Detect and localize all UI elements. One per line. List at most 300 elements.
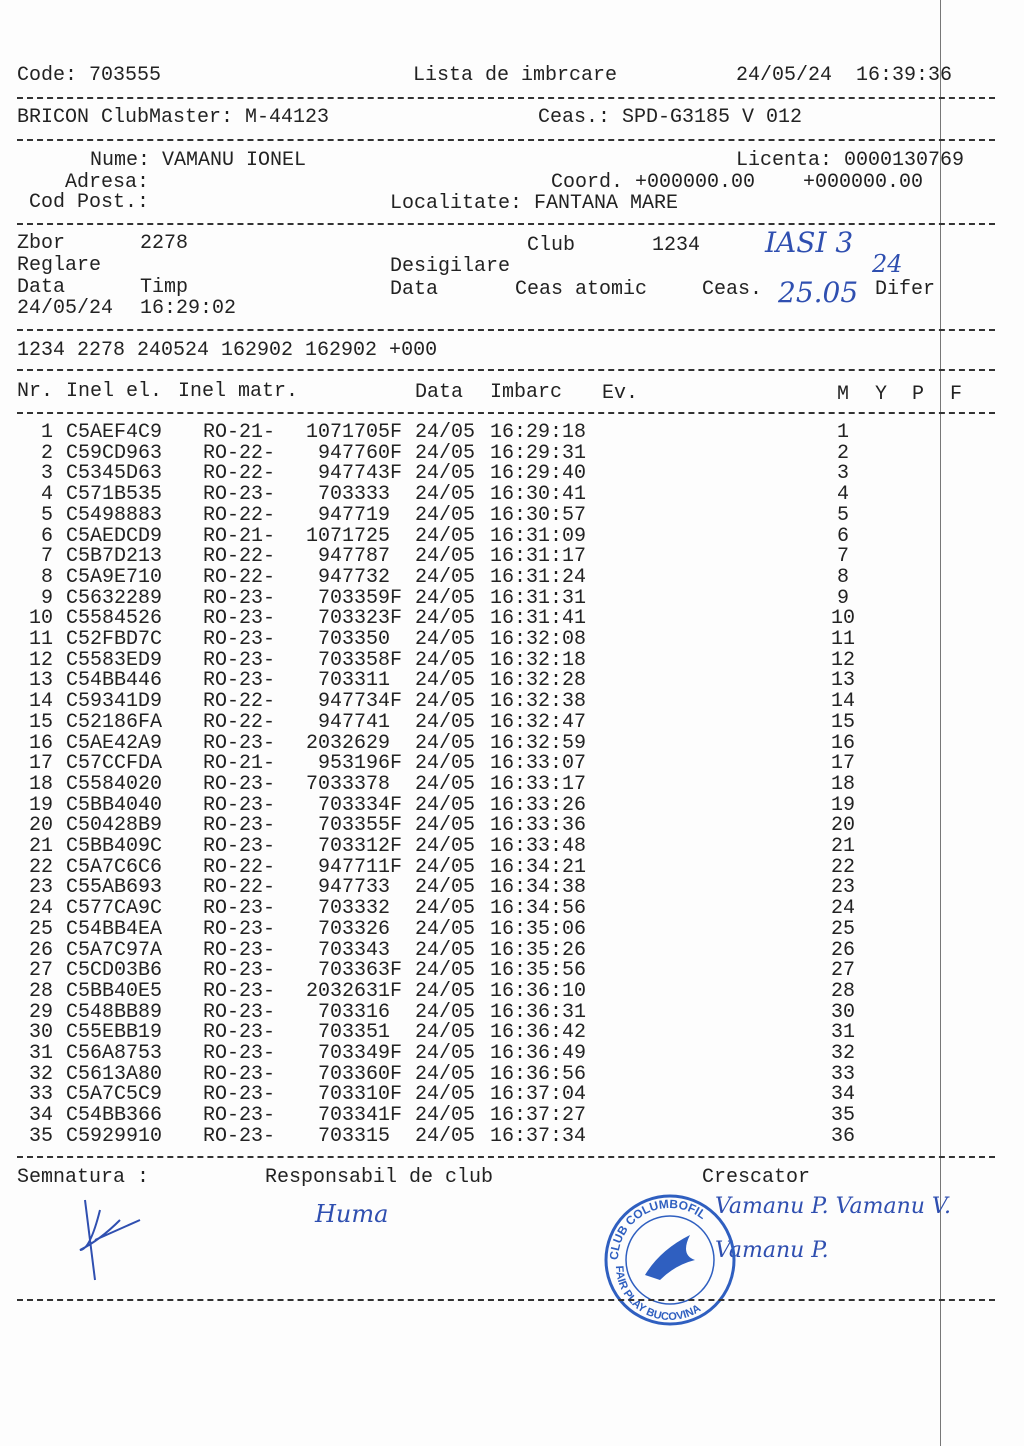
rank: 32 [830, 1042, 855, 1065]
table-row [0, 733, 1024, 754]
arrival-time: 16:33:48 [490, 835, 587, 858]
electronic-ring: C5AEDCD9 [66, 524, 163, 548]
electronic-ring: C5CD03B6 [66, 959, 163, 983]
ring-flag: F [390, 1083, 403, 1107]
ring-series: RO-23- [203, 1124, 276, 1148]
rank: 7 [836, 545, 849, 569]
flight-number: 2278 [140, 232, 189, 255]
arrival-time: 16:31:17 [490, 545, 587, 569]
row-number: 28 [28, 979, 53, 1003]
row-number: 35 [28, 1124, 53, 1148]
table-row [0, 836, 1024, 857]
stamp-bottom-text: FAIR PLAY BUCOVINA [612, 1265, 703, 1324]
handwritten-date: 25.05 [778, 276, 859, 309]
electronic-ring: C59CD963 [66, 441, 163, 465]
table-row [0, 505, 1024, 526]
electronic-ring: C5A7C97A [66, 938, 163, 962]
ring-series: RO-22- [203, 545, 276, 569]
ring-number: 703360 [317, 1062, 390, 1086]
arrival-time: 16:35:56 [490, 959, 587, 983]
row-number: 3 [40, 462, 53, 486]
row-date: 24/05 [415, 731, 476, 755]
col-m: M [837, 383, 850, 406]
col-nr: Nr. [17, 380, 54, 403]
arrival-time: 16:34:56 [490, 897, 587, 921]
arrival-time: 16:33:36 [490, 814, 587, 838]
rank: 33 [830, 1062, 855, 1086]
svg-text:CLUB COLUMBOFIL [607, 1197, 709, 1260]
ring-number: 703351 [317, 1021, 390, 1045]
row-date: 24/05 [415, 462, 476, 486]
ring-flag: F [390, 1104, 403, 1128]
arrival-time: 16:32:59 [490, 731, 587, 755]
ring-number: 703312 [317, 835, 390, 858]
arrival-time: 16:30:41 [490, 483, 587, 507]
rank: 24 [830, 897, 855, 921]
row-number: 26 [28, 938, 53, 962]
row-date: 24/05 [415, 752, 476, 776]
electronic-ring: C548BB89 [66, 1000, 163, 1024]
setting-time: 16:29:02 [140, 297, 237, 320]
row-number: 17 [28, 752, 53, 776]
row-number: 7 [40, 545, 53, 569]
table-row [0, 422, 1024, 443]
row-number: 31 [28, 1042, 53, 1065]
arrival-time: 16:37:34 [490, 1124, 587, 1148]
table-row [0, 608, 1024, 629]
ring-series: RO-23- [203, 1000, 276, 1024]
ring-number: 703326 [317, 917, 390, 941]
row-date: 24/05 [415, 793, 476, 817]
col-y: Y [875, 383, 888, 406]
ring-flag: F [390, 1062, 403, 1086]
row-number: 20 [28, 814, 53, 838]
breeder-label: Crescator [702, 1166, 811, 1189]
ring-series: RO-22- [203, 503, 276, 527]
club-responsible-label: Responsabil de club [265, 1166, 494, 1189]
stamp-top-text: CLUB COLUMBOFIL [606, 1196, 709, 1261]
row-date: 24/05 [415, 565, 476, 589]
arrival-time: 16:33:26 [490, 793, 587, 817]
divider [17, 369, 995, 371]
ring-number: 703332 [317, 897, 390, 921]
ring-series: RO-21- [203, 752, 276, 776]
row-number: 34 [28, 1104, 53, 1128]
rank: 26 [830, 938, 855, 962]
ring-series: RO-23- [203, 586, 276, 610]
arrival-time: 16:36:42 [490, 1021, 587, 1045]
row-number: 15 [28, 710, 53, 734]
clock-label: Ceas. [702, 278, 763, 301]
rank: 31 [830, 1021, 855, 1045]
ring-series: RO-23- [203, 628, 276, 651]
rank: 17 [830, 752, 855, 776]
row-date: 24/05 [415, 669, 476, 693]
table-row [0, 1084, 1024, 1105]
table-row [0, 712, 1024, 733]
rank: 5 [836, 503, 849, 527]
electronic-ring: C5A7C6C6 [66, 855, 163, 879]
table-row [0, 546, 1024, 567]
ring-series: RO-22- [203, 855, 276, 879]
row-number: 24 [28, 897, 53, 921]
rank: 13 [830, 669, 855, 693]
table-row [0, 1002, 1024, 1023]
table-row [0, 629, 1024, 650]
table-row [0, 588, 1024, 609]
row-date: 24/05 [415, 1124, 476, 1148]
arrival-time: 16:29:18 [490, 421, 587, 444]
ring-number: 703316 [317, 1000, 390, 1024]
address-label: Adresa: [65, 171, 150, 194]
row-number: 29 [28, 1000, 53, 1024]
electronic-ring: C5BB409C [66, 835, 163, 858]
rank: 30 [830, 1000, 855, 1024]
ring-flag: F [390, 1042, 403, 1065]
arrival-time: 16:29:40 [490, 462, 587, 486]
table-row [0, 1126, 1024, 1147]
rank: 8 [836, 565, 849, 589]
ring-series: RO-22- [203, 441, 276, 465]
electronic-ring: C59341D9 [66, 690, 163, 714]
atomic-clock-label: Ceas atomic [515, 278, 648, 301]
row-date: 24/05 [415, 628, 476, 651]
table-row [0, 753, 1024, 774]
rank: 14 [830, 690, 855, 714]
ring-series: RO-22- [203, 710, 276, 734]
ring-number: 703310 [317, 1083, 390, 1107]
rank: 2 [836, 441, 849, 465]
arrival-time: 16:31:41 [490, 607, 587, 631]
arrival-time: 16:33:07 [490, 752, 587, 776]
rank: 12 [830, 648, 855, 672]
ring-series: RO-23- [203, 1021, 276, 1045]
ring-series: RO-21- [203, 421, 276, 444]
ring-flag: F [390, 607, 403, 631]
electronic-ring: C5583ED9 [66, 648, 163, 672]
rank: 23 [830, 876, 855, 900]
ring-series: RO-23- [203, 979, 276, 1003]
row-date: 24/05 [415, 897, 476, 921]
arrival-time: 16:32:47 [490, 710, 587, 734]
ring-flag: F [390, 421, 403, 444]
ring-number: 1071725 [305, 524, 390, 548]
arrival-time: 16:36:10 [490, 979, 587, 1003]
ring-number: 947711 [317, 855, 390, 879]
divider [17, 329, 995, 331]
col-inel-el: Inel el. [66, 380, 163, 403]
table-row [0, 484, 1024, 505]
arrival-time: 16:32:18 [490, 648, 587, 672]
row-date: 24/05 [415, 524, 476, 548]
row-number: 19 [28, 793, 53, 817]
arrival-time: 16:30:57 [490, 503, 587, 527]
rank: 3 [836, 462, 849, 486]
unseal-date-label: Data [390, 278, 439, 301]
arrival-time: 16:31:31 [490, 586, 587, 610]
clubmaster: BRICON ClubMaster: M-44123 [17, 106, 330, 129]
row-date: 24/05 [415, 1083, 476, 1107]
ring-series: RO-23- [203, 1042, 276, 1065]
arrival-time: 16:29:31 [490, 441, 587, 465]
ring-series: RO-23- [203, 1104, 276, 1128]
rank: 9 [836, 586, 849, 610]
ring-series: RO-23- [203, 1083, 276, 1107]
electronic-ring: C5584020 [66, 772, 163, 796]
rank: 28 [830, 979, 855, 1003]
row-date: 24/05 [415, 545, 476, 569]
arrival-time: 16:37:04 [490, 1083, 587, 1107]
divider [17, 412, 995, 414]
divider [17, 223, 995, 225]
row-number: 30 [28, 1021, 53, 1045]
rank: 34 [830, 1083, 855, 1107]
club-stamp [600, 1190, 740, 1330]
ring-series: RO-22- [203, 565, 276, 589]
electronic-ring: C54BB4EA [66, 917, 163, 941]
electronic-ring: C5632289 [66, 586, 163, 610]
table-row [0, 650, 1024, 671]
table-row [0, 898, 1024, 919]
table-row [0, 981, 1024, 1002]
row-number: 25 [28, 917, 53, 941]
electronic-ring: C571B535 [66, 483, 163, 507]
table-row [0, 1105, 1024, 1126]
dove-icon [645, 1235, 695, 1280]
ring-number: 2032631 [305, 979, 390, 1003]
row-date: 24/05 [415, 607, 476, 631]
ring-number: 703333 [317, 483, 390, 507]
ring-series: RO-23- [203, 793, 276, 817]
electronic-ring: C54BB446 [66, 669, 163, 693]
ring-series: RO-22- [203, 690, 276, 714]
ring-flag: F [390, 835, 403, 858]
ring-series: RO-23- [203, 669, 276, 693]
locality: Localitate: FANTANA MARE [390, 192, 679, 215]
row-number: 6 [40, 524, 53, 548]
row-number: 27 [28, 959, 53, 983]
ring-number: 703358 [317, 648, 390, 672]
row-date: 24/05 [415, 979, 476, 1003]
divider [17, 97, 995, 99]
arrival-time: 16:37:27 [490, 1104, 587, 1128]
row-date: 24/05 [415, 1062, 476, 1086]
printed-timestamp: 24/05/24 16:39:36 [736, 64, 953, 87]
ring-series: RO-23- [203, 483, 276, 507]
table-row [0, 815, 1024, 836]
ring-number: 7033378 [305, 772, 390, 796]
row-number: 16 [28, 731, 53, 755]
arrival-time: 16:34:21 [490, 855, 587, 879]
electronic-ring: C5929910 [66, 1124, 163, 1148]
row-date: 24/05 [415, 586, 476, 610]
row-number: 2 [40, 441, 53, 465]
col-data: Data [415, 381, 464, 404]
electronic-ring: C5A9E710 [66, 565, 163, 589]
arrival-time: 16:36:49 [490, 1042, 587, 1065]
row-date: 24/05 [415, 772, 476, 796]
ring-number: 947719 [317, 503, 390, 527]
ring-number: 947743 [317, 462, 390, 486]
ring-series: RO-23- [203, 1062, 276, 1086]
rank: 4 [836, 483, 849, 507]
row-date: 24/05 [415, 959, 476, 983]
ring-number: 947732 [317, 565, 390, 589]
ring-series: RO-23- [203, 959, 276, 983]
rank: 22 [830, 855, 855, 879]
col-f: F [950, 383, 963, 406]
table-row [0, 1064, 1024, 1085]
license: Licenta: 0000130769 [736, 149, 965, 172]
postal-code-label: Cod Post.: [29, 191, 150, 214]
arrival-time: 16:33:17 [490, 772, 587, 796]
rank: 15 [830, 710, 855, 734]
row-date: 24/05 [415, 814, 476, 838]
table-row [0, 795, 1024, 816]
row-date: 24/05 [415, 648, 476, 672]
electronic-ring: C5A7C5C9 [66, 1083, 163, 1107]
electronic-ring: C55EBB19 [66, 1021, 163, 1045]
document-title: Lista de imbrcare [413, 64, 618, 87]
ring-series: RO-23- [203, 731, 276, 755]
divider [17, 1299, 995, 1301]
flight-label: Zbor [17, 232, 66, 255]
row-number: 4 [40, 483, 53, 507]
row-number: 13 [28, 669, 53, 693]
ring-series: RO-23- [203, 938, 276, 962]
electronic-ring: C5B7D213 [66, 545, 163, 569]
ring-flag: F [390, 793, 403, 817]
row-number: 8 [40, 565, 53, 589]
rank: 1 [836, 421, 849, 444]
electronic-ring: C55AB693 [66, 876, 163, 900]
table-row [0, 960, 1024, 981]
ring-number: 703311 [317, 669, 390, 693]
electronic-ring: C5BB40E5 [66, 979, 163, 1003]
row-date: 24/05 [415, 876, 476, 900]
electronic-ring: C5BB4040 [66, 793, 163, 817]
rank: 35 [830, 1104, 855, 1128]
row-number: 18 [28, 772, 53, 796]
ring-series: RO-23- [203, 607, 276, 631]
ring-number: 947741 [317, 710, 390, 734]
owner-name: Nume: VAMANU IONEL [90, 149, 307, 172]
row-date: 24/05 [415, 710, 476, 734]
table-row [0, 1022, 1024, 1043]
ring-series: RO-22- [203, 876, 276, 900]
rank: 19 [830, 793, 855, 817]
date-label: Data [17, 276, 66, 299]
signature-label: Semnatura : [17, 1166, 150, 1189]
rank: 11 [830, 628, 855, 651]
ring-series: RO-23- [203, 917, 276, 941]
divider [17, 139, 995, 141]
row-date: 24/05 [415, 503, 476, 527]
table-row [0, 526, 1024, 547]
ring-series: RO-23- [203, 772, 276, 796]
table-row [0, 463, 1024, 484]
table-row [0, 940, 1024, 961]
rank: 18 [830, 772, 855, 796]
arrival-time: 16:32:38 [490, 690, 587, 714]
row-number: 1 [40, 421, 53, 444]
club-responsible-signature: Huma [315, 1200, 389, 1228]
row-number: 10 [28, 607, 53, 631]
ring-number: 947787 [317, 545, 390, 569]
ring-number: 703359 [317, 586, 390, 610]
ring-number: 703363 [317, 959, 390, 983]
row-date: 24/05 [415, 1000, 476, 1024]
table-row [0, 691, 1024, 712]
row-number: 12 [28, 648, 53, 672]
electronic-ring: C5AEF4C9 [66, 421, 163, 444]
row-number: 23 [28, 876, 53, 900]
breeder-signatures: Vamanu P. Vamanu V. Vamanu P. [715, 1194, 951, 1263]
ring-number: 703334 [317, 793, 390, 817]
arrival-time: 16:34:38 [490, 876, 587, 900]
ring-flag: F [390, 441, 403, 465]
row-number: 33 [28, 1083, 53, 1107]
setting-label: Reglare [17, 254, 102, 277]
arrival-time: 16:35:26 [490, 938, 587, 962]
electronic-ring: C50428B9 [66, 814, 163, 838]
table-row [0, 443, 1024, 464]
rank: 27 [830, 959, 855, 983]
ring-series: RO-22- [203, 462, 276, 486]
club-label: Club [527, 234, 576, 257]
rank: 25 [830, 917, 855, 941]
ring-number: 703349 [317, 1042, 390, 1065]
clock-id: Ceas.: SPD-G3185 V 012 [538, 106, 803, 129]
ring-series: RO-23- [203, 814, 276, 838]
arrival-time: 16:36:56 [490, 1062, 587, 1086]
row-number: 32 [28, 1062, 53, 1086]
code-line: 1234 2278 240524 162902 162902 +000 [17, 339, 438, 362]
electronic-ring: C56A8753 [66, 1042, 163, 1065]
row-date: 24/05 [415, 938, 476, 962]
table-row [0, 919, 1024, 940]
ring-number: 2032629 [305, 731, 390, 755]
col-inel-matr: Inel matr. [178, 380, 299, 403]
electronic-ring: C5498883 [66, 503, 163, 527]
rank: 36 [830, 1124, 855, 1148]
ring-flag: F [390, 959, 403, 983]
rank: 10 [830, 607, 855, 631]
table-row [0, 857, 1024, 878]
unsealing-label: Desigilare [390, 255, 511, 278]
time-label: Timp [140, 276, 189, 299]
ring-series: RO-23- [203, 648, 276, 672]
club-number: 1234 [652, 234, 701, 257]
row-number: 5 [40, 503, 53, 527]
electronic-ring: C5613A80 [66, 1062, 163, 1086]
electronic-ring: C5584526 [66, 607, 163, 631]
col-ev: Ev. [602, 382, 639, 405]
ring-flag: F [390, 462, 403, 486]
code: Code: 703555 [17, 64, 162, 87]
arrival-time: 16:31:09 [490, 524, 587, 548]
arrival-time: 16:32:08 [490, 628, 587, 651]
arrival-time: 16:35:06 [490, 917, 587, 941]
arrival-time: 16:32:28 [490, 669, 587, 693]
difference-label: Difer [875, 278, 936, 301]
table-row [0, 670, 1024, 691]
row-date: 24/05 [415, 421, 476, 444]
signature-scribble [60, 1190, 150, 1290]
ring-series: RO-23- [203, 897, 276, 921]
col-p: P [912, 383, 925, 406]
ring-series: RO-23- [203, 835, 276, 858]
